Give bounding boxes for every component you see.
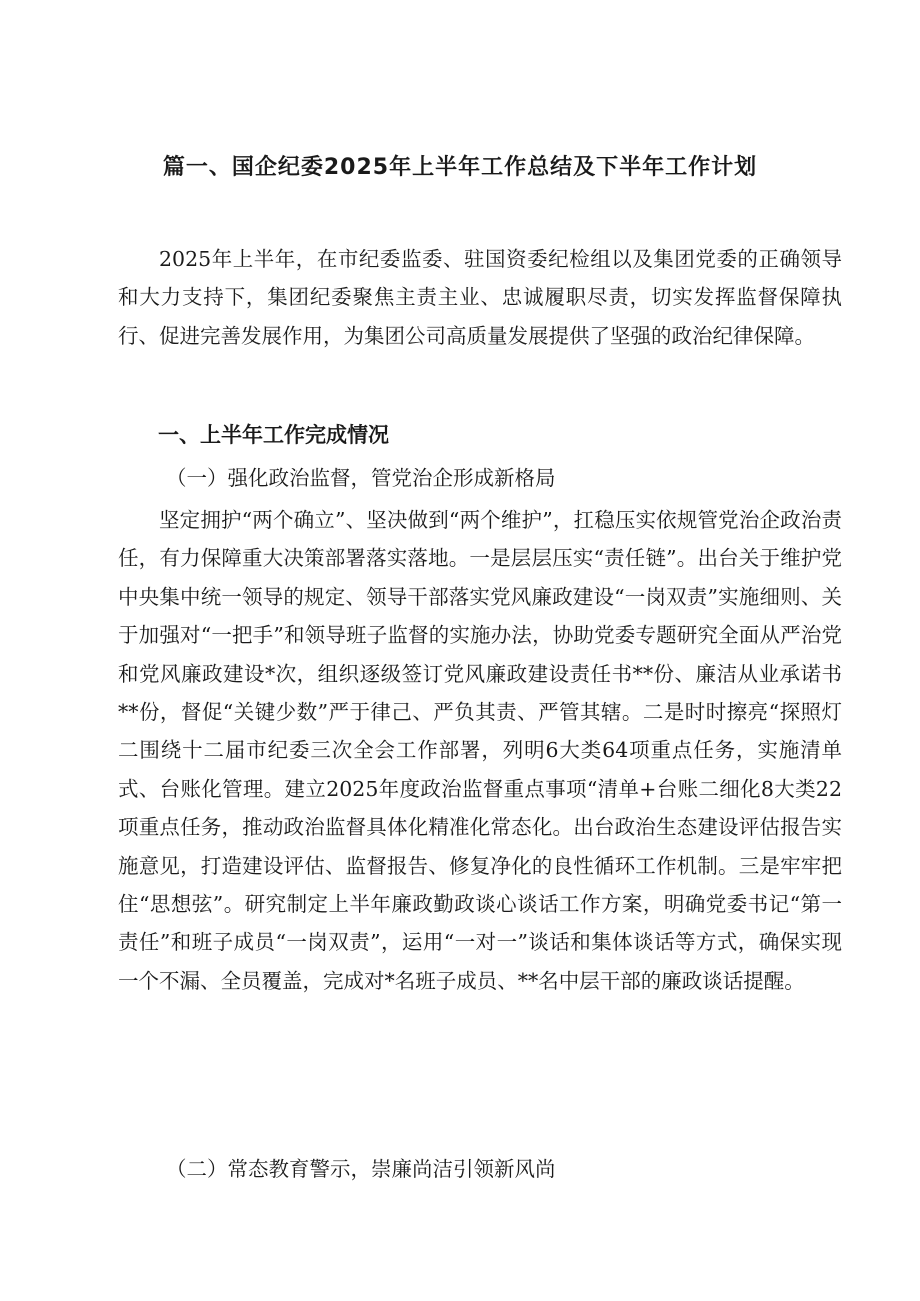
subsection-heading-1: （一）强化政治监督，管党治企形成新格局 [166, 466, 556, 490]
section-heading-1: 一、上半年工作完成情况 [158, 423, 389, 447]
subsection-heading-2: （二）常态教育警示，崇廉尚洁引领新风尚 [166, 1157, 556, 1181]
document-title: 篇一、国企纪委2025年上半年工作总结及下半年工作计划 [162, 155, 758, 180]
intro-paragraph: 2025年上半年，在市纪委监委、驻国资委纪检组以及集团党委的正确领导和大力支持下，集团纪委聚焦主责主业、忠诚履职尽责，切实发挥监督保障执行、促进完善发展作用，为集团公司高质量发展提供了坚强的政治纪律保障。 [118, 247, 842, 348]
subsection-1-paragraph: 坚定拥护“两个确立”、坚决做到“两个维护”，扛稳压实依规管党治企政治责任，有力保障重大决策部署落实落地。一是层层压实“责任链”。出台关于维护党中央集中统一领导的规定、领导干部落实党风廉政建设“一岗双责”实施细则、关于加强对“一把手”和领导班子监督的实施办法，协助党委专题研究全面从严治党和党风廉政建设*次，组织逐级签订党风廉政建设责任书**份、廉洁从业承诺书**份，督促“关键少数”严于律己、严负其责、严管其辖。二是时时擦亮“探照灯二围绕十二届市纪委三次全会工作部署，列明6大类64项重点任务，实施清单式、台账化管理。建立2025年度政治监督重点事项“清单+台账二细化8大类22项重点任务，推动政治监督具体化精准化常态化。出台政治生态建设评估报告实施意见，打造建设评估、监督报告、修复净化的良性循环工作机制。三是牢牢把住“思想弦”。研究制定上半年廉政勤政谈心谈话工作方案，明确党委书记“第一责任”和班子成员“一岗双责”，运用“一对一”谈话和集体谈话等方式，确保实现一个不漏、全员覆盖，完成对*名班子成员、**名中层干部的廉政谈话提醒。 [118, 508, 842, 993]
